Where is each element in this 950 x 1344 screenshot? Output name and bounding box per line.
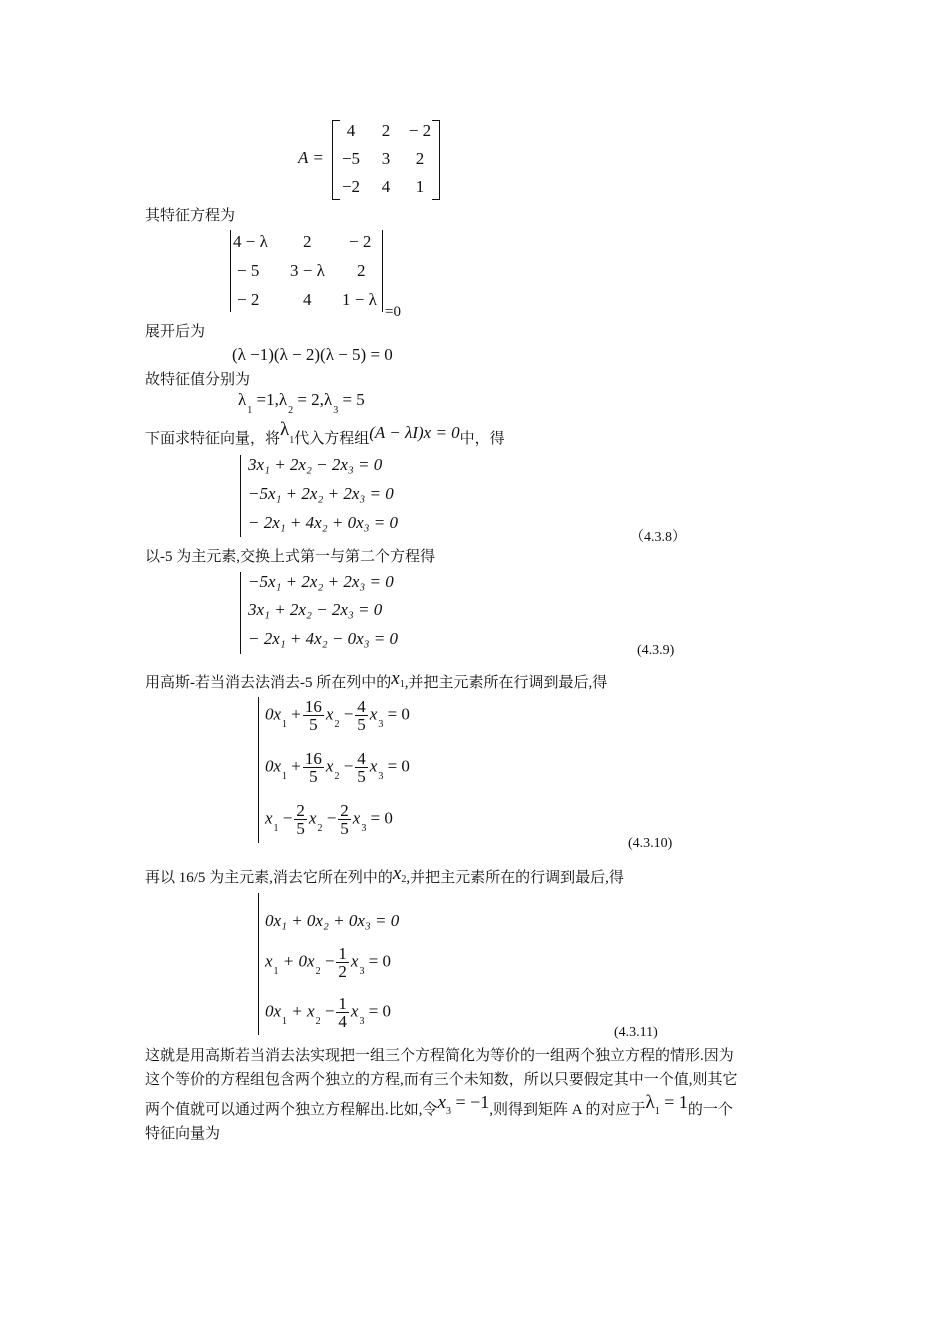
text-vectors: 下面求特征向量，将λ1代入方程组(A − λI)x = 0中，得 [145, 419, 505, 447]
eigenvalues: $\lambda_1 =1,\lambda_2 = 2,\lambda_3 = 5$ [238, 390, 365, 416]
det-cell: 4 − λ [233, 232, 268, 251]
equation-row: $x_1 + 0x_2$ − $\frac{1}{2}$ $x_3 = 0$ [265, 944, 392, 981]
matrix-cell: −2 [341, 177, 361, 196]
text-char-eq: 其特征方程为 [145, 208, 236, 224]
det-cell: 4 [303, 290, 312, 309]
poly-equation: (λ −1)(λ − 2)(λ − 5) = 0 [232, 345, 393, 364]
matrix-cell: 4 [381, 177, 391, 196]
det-cell: 3 − λ [290, 261, 325, 280]
det-cell: − 5 [237, 261, 260, 280]
equation-row: −5x₁ + 2x₂ + 2x₃ = 0 [248, 484, 394, 503]
matrix-cell: 1 [415, 177, 425, 196]
det-cell: 2 [303, 232, 312, 251]
paragraph-line: 这个等价的方程组包含两个独立的方程,而有三个未知数，所以只要假定其中一个值,则其它 [145, 1072, 738, 1088]
paragraph-line: 两个值就可以通过两个独立方程解出.比如,令x3 = −1,则得到矩阵 A 的对应于λ1 = 1的一个 [145, 1092, 733, 1118]
equation-row: $0x_1$ + $\frac{16}{5}$ $x_2$ − $\frac{4}{5}$ $x_3 = 0$ [265, 749, 410, 786]
text-gauss: 用高斯-若当消去法消去-5 所在列中的x1,并把主元素所在行调到最后,得 [145, 668, 608, 691]
equation-row: $0x_1 + x_2$ − $\frac{1}{4}$ $x_3 = 0$ [265, 994, 392, 1031]
paragraph-line: 特征向量为 [145, 1126, 221, 1142]
det-rhs: =0 [385, 304, 401, 320]
matrix-cell: −5 [341, 149, 361, 168]
equation-row: $0x_1$ + $\frac{16}{5}$ $x_2$ − $\frac{4}{5}$ $x_3 = 0$ [265, 697, 410, 734]
matrix-cell: 4 [346, 121, 356, 140]
equation-label: （4.3.8） [630, 530, 686, 545]
matrix-cell: 2 [415, 149, 425, 168]
det-left-bar [230, 230, 231, 312]
text-again: 再以 16/5 为主元素,消去它所在列中的x2,并把主元素所在的行调到最后,得 [145, 863, 624, 886]
equation-row: 3x₁ + 2x₂ − 2x₃ = 0 [248, 455, 383, 474]
paragraph-line: 这就是用高斯若当消去法实现把一组三个方程简化为等价的一组两个独立方程的情形.因为 [145, 1048, 734, 1064]
text-expand: 展开后为 [145, 324, 206, 340]
equation-row: − 2x₁ + 4x₂ + 0x₃ = 0 [248, 513, 399, 532]
equation-label: (4.3.9) [637, 643, 675, 658]
equation-label: (4.3.11) [614, 1025, 658, 1040]
det-cell: − 2 [349, 232, 372, 251]
equation-row: − 2x₁ + 4x₂ − 0x₃ = 0 [248, 629, 399, 648]
matrix-cell: 2 [381, 121, 391, 140]
matrix-lhs: A = [298, 148, 324, 167]
det-cell: 2 [357, 261, 366, 280]
det-cell: 1 − λ [342, 290, 377, 309]
equation-row: −5x₁ + 2x₂ + 2x₃ = 0 [248, 572, 394, 591]
equation-row: $x_1$ − $\frac{2}{5}$ $x_2$ − $\frac{2}{5}$ $x_3 = 0$ [265, 801, 393, 838]
equation-row: 3x₁ + 2x₂ − 2x₃ = 0 [248, 600, 383, 619]
text-pivot: 以-5 为主元素,交换上式第一与第二个方程得 [145, 549, 435, 565]
det-cell: − 2 [237, 290, 260, 309]
equation-label: (4.3.10) [628, 836, 673, 851]
matrix-cell: − 2 [408, 121, 432, 140]
matrix-cell: 3 [381, 149, 391, 168]
det-right-bar [382, 230, 383, 312]
text-eigvals: 故特征值分别为 [145, 372, 251, 388]
equation-row: 0x₁ + 0x₂ + 0x₃ = 0 [265, 911, 400, 930]
